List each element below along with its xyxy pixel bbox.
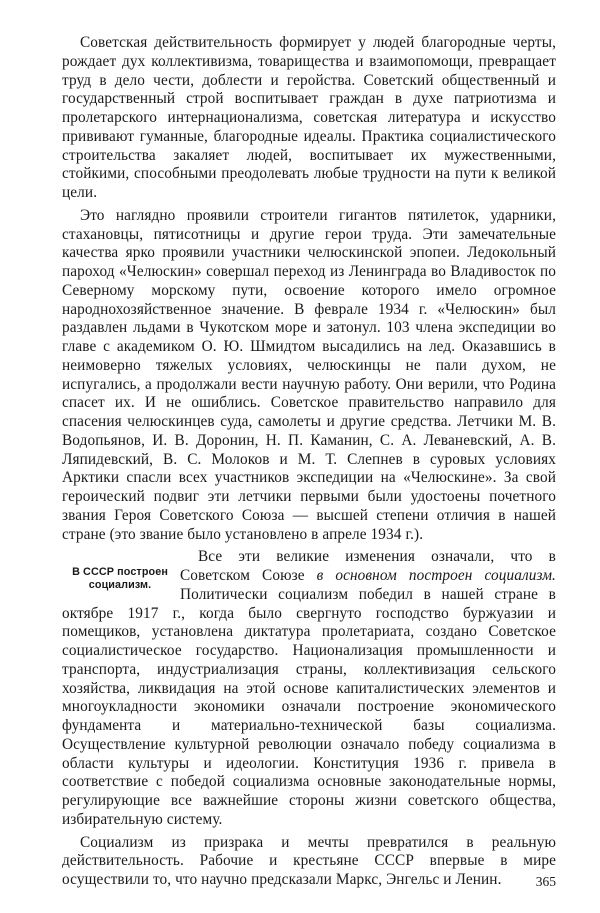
paragraph-3-rest: Политически социализм победил в нашей стране в октябре 1917 г., когда было свергнуто господство буржуазии и помещиков, установлена диктатура пролетариата, создано Советское социалистическое государство. Национализация промышленности и транспорта, индустриализация страны, коллективизация сельского хозяйства, ликвидация на этой основе капиталистических элементов и многоукладности экономики означали построение экономического фундамента и материально-технической базы социализма. Осуществление культурной революции означало победу социализма в области культуры и идеологии. Конституция 1936 г. привела в соответствие с победой социализма основные законодательные нормы, регулирующие все важнейшие стороны жизни советского общества, избирательную систему. bbox=[62, 585, 556, 828]
paragraph-3-start: Все эти великие изменения означали, что в Советском Союзе bbox=[180, 548, 556, 584]
book-page bbox=[62, 34, 556, 890]
paragraph-1: Советская действительность формирует у людей благородные черты, рождает дух коллективизма, товарищества и взаимопомощи, превращает труд в дело чести, доблести и геройства. Советский общественный и государственный строй воспитывает граждан в духе патриотизма и пролетарского интернационализма, советская литература и искусство прививают гуманные, благородные идеалы. Практика социалистического строительства закаляет людей, воспитывает их мужественными, стойкими, способными преодолевать любые трудности на пути к великой цели. bbox=[62, 34, 556, 201]
margin-note bbox=[52, 566, 170, 592]
paragraph-3 bbox=[62, 548, 556, 829]
page-number: 365 bbox=[535, 874, 556, 889]
paragraph-3-emphasis: в основном построен социализм. bbox=[316, 567, 556, 584]
margin-note-line-1: В СССР построен bbox=[72, 566, 168, 579]
paragraph-2: Это наглядно проявили строители гигантов пятилеток, ударники, стахановцы, пятисотницы и другие герои труда. Эти замечательные качества ярко проявили участники челюскинской эпопеи. Ледокольный пароход «Челюскин» совершал переход из Ленинграда во Владивосток по Северному морскому пути, освоение которого имело огромное народнохозяйственное значение. В феврале 1934 г. «Челюскин» был раздавлен льдами в Чукотском море и затонул. 103 члена экспедиции во главе с академиком О. Ю. Шмидтом высадились на лед. Оказавшись в неимоверно тяжелых условиях, челюскинцы не пали духом, не испугались, а продолжали вести научную работу. Они верили, что Родина спасет их. И не ошиблись. Советское правительство направило для спасения челюскинцев суда, самолеты и другие средства. Летчики М. В. Водопьянов, И. В. Доронин, Н. П. Каманин, С. А. Леваневский, А. В. Ляпидевский, В. С. Молоков и М. Т. Слепнев в суровых условиях Арктики спасли всех участников экспедиции на «Челюскине». За свой героический подвиг эти летчики первыми были удостоены почетного звания Героя Советского Союза — высшей степени отличия в нашей стране (это звание было установлено в апреле 1934 г.). bbox=[62, 206, 556, 543]
margin-note-line-2: социализм. bbox=[88, 579, 152, 592]
paragraph-4: Социализм из призрака и мечты превратился в реальную действительность. Рабочие и крестьяне СССР впервые в мире осуществили то, что научно предсказали Маркс, Энгельс и Ленин. bbox=[62, 833, 556, 888]
body-text bbox=[62, 34, 556, 890]
